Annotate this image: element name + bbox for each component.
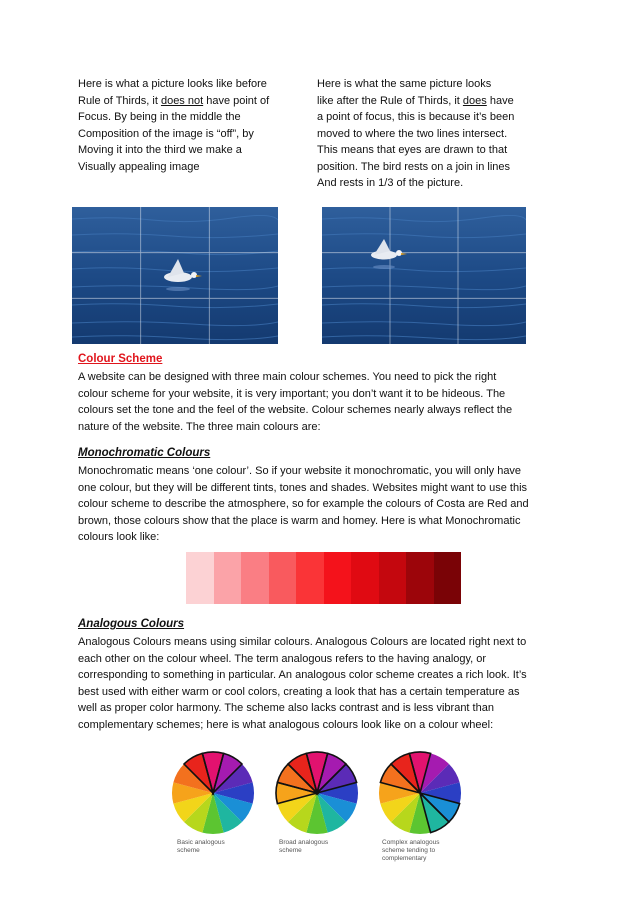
colour-scheme-paragraph [78,369,578,435]
paragraph-line: nature of the website. The three main colours are: [78,420,321,433]
right-caption-line: position. The bird rests on a join in lines [317,160,511,173]
colour-swatch [434,552,462,604]
wheel-caption-broad [279,839,359,855]
left-caption-line: Focus. By being in the middle the [78,111,241,123]
caption-line: complementary [382,855,427,862]
right-caption [317,76,514,192]
colour-swatch [269,552,297,604]
colour-swatch [186,552,214,604]
monochromatic-heading: Monochromatic Colours [78,447,211,459]
text-span: Rule of Thirds, it [78,94,161,107]
text-span: have [486,94,514,107]
left-caption-line: Moving it into the third we make a [78,144,242,156]
paragraph-line: each other on the colour wheel. The term analogous refers to the having analogy, or [78,652,487,665]
photo-after-rule-of-thirds [322,207,526,344]
right-caption-line: moved to where the two lines intersect. [317,127,508,140]
colour-swatch [296,552,324,604]
paragraph-line: corresponding to something in particular. An analogous color scheme creates a rich look. It’s [78,669,527,682]
colour-swatch [406,552,434,604]
monochromatic-paragraph [78,463,578,546]
paragraph-line: Monochromatic means ‘one colour’. So if your website it monochromatic, you will only have [78,465,522,477]
paragraph-line: well as proper color harmony. The scheme also lacks contrast and is less vibrant than [78,702,494,715]
colour-swatch [324,552,352,604]
caption-line: scheme tending to [382,847,436,854]
right-caption-line: a point of focus, this is because it’s been [317,111,515,123]
paragraph-line: colours set the tone and the feel of the website. Colour schemes nearly always reflect the [78,404,513,417]
caption-line: scheme [177,847,200,854]
paragraph-line: colours look like: [78,531,160,544]
caption-line: Broad analogous [279,839,329,846]
caption-line: Basic analogous [177,839,225,846]
left-caption [78,76,269,175]
analogous-heading: Analogous Colours [78,618,185,630]
paragraph-line: complementary schemes; here is what analogous colours look like on a colour wheel: [78,718,494,731]
right-caption-line: Here is what the same picture looks [317,78,492,90]
paragraph-line: best used with either warm or cool colors, creating a look that has a certain temperature as [78,685,520,698]
paragraph-line: one colour, but they will be different tints, tones and shades. Websites might want to use this [78,481,528,494]
text-span: like after the Rule of Thirds, it [317,94,463,107]
paragraph-line: A website can be designed with three main colour schemes. You need to pick the right [78,371,497,383]
paragraph-line: Analogous Colours means using similar colours. Analogous Colours are located right next to [78,636,527,648]
right-caption-line: And rests in 1/3 of the picture. [317,177,464,189]
wheel-caption-complex [382,839,462,863]
left-caption-line: Visually appealing image [78,160,200,173]
colour-swatch [214,552,242,604]
underlined-text: does not [160,94,204,107]
right-caption-line [317,93,514,110]
underlined-text: does [462,94,487,107]
photo-before-rule-of-thirds [72,207,278,344]
monochromatic-swatch-strip [186,552,461,604]
caption-line: Complex analogous [382,839,440,846]
analogous-paragraph [78,634,578,734]
paragraph-line: colour scheme for your website, it is very important; you don’t want it to be hideous. The [78,387,506,400]
colour-swatch [351,552,379,604]
paragraph-line: brown, those colours show that the place is warm and homey. Here is what Monochromatic [78,514,521,527]
colour-swatch [241,552,269,604]
wheel-caption-basic [177,839,257,855]
colour-swatch [379,552,407,604]
left-caption-line [78,93,269,110]
text-span: have point of [203,94,270,107]
left-caption-line: Here is what a picture looks like before [78,78,267,90]
colour-wheels-figure [168,748,468,843]
caption-line: scheme [279,847,302,854]
right-caption-line: This means that eyes are drawn to that [317,144,508,156]
paragraph-line: colour scheme to describe the atmosphere, so for example the colours of Costa are Red and [78,498,529,511]
left-caption-line: Composition of the image is “off”, by [78,127,254,140]
colour-scheme-heading: Colour Scheme [78,353,163,365]
